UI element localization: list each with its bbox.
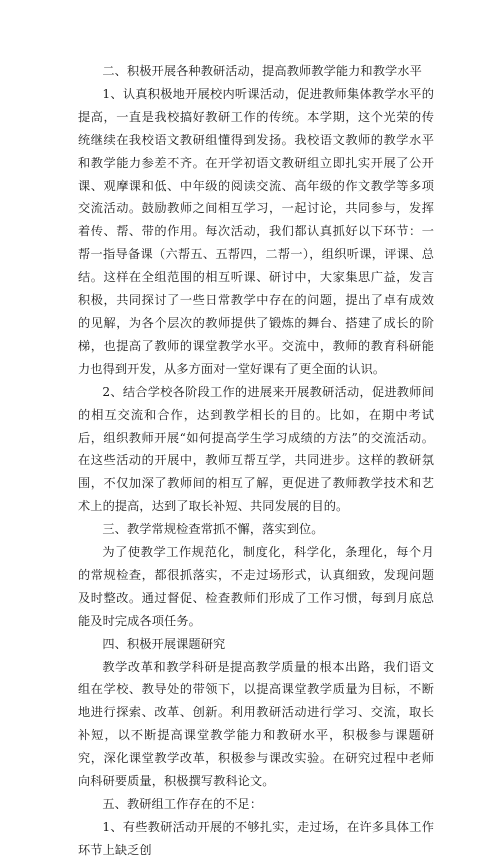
section-heading-5: 五、教研组工作存在的不足： xyxy=(102,797,263,811)
section-heading-3: 三、教学常规检查常抓不懈，落实到位。 xyxy=(102,522,324,537)
paragraph-research: 教学改革和教学科研是提高教学质量的根本出路，我们语文组在学校、教导处的带领下，以提高课堂教学质量为目标，不断地进行探索、改革、创新。利用教研活动进行学习、交流，取长补短，以不断提高课堂教学能力和教研水平，积极参与课题研究，深化课堂教学改革，积极参与课改实验。在研究过程中老师向科研要质量，积极撰写教科论文。 xyxy=(78,659,434,789)
section-heading-4: 四、积极开展课题研究 xyxy=(102,636,226,651)
paragraph-shortcomings: 1、有些教研活动开展的不够扎实，走过场，在许多具体工作环节上缺乏创 xyxy=(78,819,434,857)
document-body xyxy=(78,60,434,862)
paragraph-lesson-observation: 1、认真积极地开展校内听课活动，促进教师集体教学水平的提高，一直是我校搞好教研工作的传统。本学期，这个光荣的传统继续在我校语文教研组懂得到发扬。我校语文教师的教学水平和教学能力参差不齐。在开学初语文教研组立即扎实开展了公开课、观摩课和低、中年级的阅读交流、高年级的作文教学等多项交流活动。鼓励教师之间相互学习，一起讨论，共同参与，发挥着传、帮、带的作用。每次活动，我们都认真抓好以下环节：一帮一指导备课（六帮五、五帮四，二帮一），组织听课，评课、总结。这样在全组范围的相互听课、研讨中，大家集思广益，发言积极，共同探讨了一些日常教学中存在的问题，提出了卓有成效的见解，为各个层次的教师提供了锻炼的舞台、搭建了成长的阶梯，也提高了教师的课堂教学水平。交流中，教师的教育科研能力也得到开发，从多方面对一堂好课有了更全面的认识。 xyxy=(78,86,434,376)
paragraph-stage-activities: 2、结合学校各阶段工作的进展来开展教研活动，促进教师间的相互交流和合作，达到教学相长的目的。比如，在期中考试后，组织教师开展“如何提高学生学习成绩的方法”的交流活动。在这些活动的开展中，教师互帮互学，共同进步。这样的教研氛围，不仅加深了教师间的相互了解，更促进了教师教学技术和艺术上的提高，达到了取长补短、共同发展的目的。 xyxy=(78,384,434,514)
section-heading-2: 二、积极开展各种教研活动，提高教师教学能力和教学水平 xyxy=(102,64,422,78)
paragraph-routine-checks: 为了使教学工作规范化，制度化，科学化，条理化，每个月的常规检查，都很抓落实，不走过场形式，认真细致，发现问题及时整改。通过督促、检查教师们形成了工作习惯，每到月底总能及时完成各项任务。 xyxy=(78,545,434,628)
